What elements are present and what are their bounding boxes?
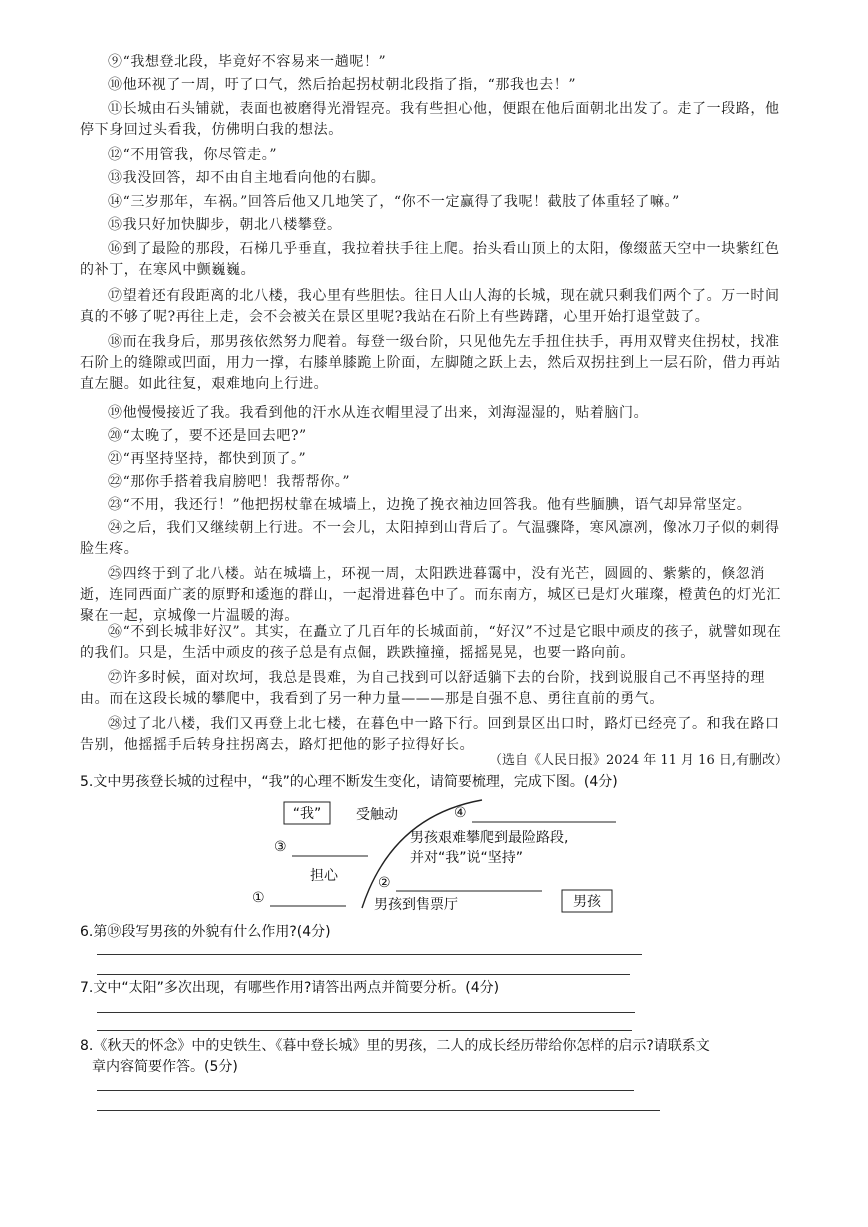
paragraph-10: ⑩他环视了一周，吁了口气，然后抬起拐杖朝北段指了指，“那我也去！” xyxy=(108,77,577,93)
paragraph-17: ⑰望着还有段距离的北八楼，我心里有些胆怯。往日人山人海的长城，现在就只剩我们两个了。万一时间真的不够了呢?再往上走，会不会被关在景区里呢?我站在石阶上有些踌躇，心里开始打退堂鼓了。 xyxy=(80,288,780,325)
mark-3: ③ xyxy=(274,839,287,855)
moved-label: 受触动 xyxy=(356,807,398,823)
answer-line-6a[interactable] xyxy=(97,954,642,955)
paragraph-28: ㉘过了北八楼，我们又再登上北七楼，在暮色中一路下行。回到景区出口时，路灯已经亮了。和我在路口告别，他摇摇手后转身拄拐离去，路灯把他的影子拉得好长。 xyxy=(80,716,780,753)
mark-4: ④ xyxy=(454,805,467,821)
paragraph-13: ⑬我没回答，却不由自主地看向他的右脚。 xyxy=(108,170,386,186)
paragraph-18: ⑱而在我身后，那男孩依然努力爬着。每登一级台阶，只见他先左手扭住扶手，再用双臂夹住拐杖，找准石阶上的缝隙或凹面，用力一撑，右膝单膝跪上阶面，左脚随之跃上去，然后双拐拄到上一层石阶，借力再站直左腿。如此往复，艰难地向上行进。 xyxy=(80,334,781,392)
question-6: 6.第⑲段写男孩的外貌有什么作用?(4分) xyxy=(80,924,331,940)
paragraph-16: ⑯到了最险的那段，石梯几乎垂直，我拉着扶手往上爬。抬头看山顶上的太阳，像缀蓝天空中一块紫红色的补丁，在寒风中颤巍巍。 xyxy=(80,241,780,278)
paragraph-9: ⑨“我想登北段，毕竟好不容易来一趟呢！” xyxy=(108,54,387,70)
event-upper-line1: 男孩艰难攀爬到最险路段, xyxy=(410,830,569,846)
paragraph-24: ㉔之后，我们又继续朝上行进。不一会儿，太阳掉到山背后了。气温骤降，寒风凛冽，像冰刀子似的刺得脸生疼。 xyxy=(80,520,780,557)
answer-line-7b[interactable] xyxy=(97,1030,632,1031)
paragraph-12: ⑫“不用管我，你尽管走。” xyxy=(108,147,278,163)
mark-2: ② xyxy=(378,875,391,891)
worried-label: 担心 xyxy=(310,868,338,884)
question-8-line1: 8.《秋天的怀念》中的史铁生、《暮中登长城》里的男孩，二人的成长经历带给你怎样的启示?请联系文 xyxy=(80,1038,710,1054)
answer-line-8a[interactable] xyxy=(97,1090,634,1091)
paragraph-11: ⑪长城由石头铺就，表面也被磨得光滑锃亮。我有些担心他，便跟在他后面朝北出发了。走了一段路，他停下身回过头看我，仿佛明白我的想法。 xyxy=(80,101,780,138)
paragraph-21: ㉑“再坚持坚持，都快到顶了。” xyxy=(108,451,307,467)
mark-1: ① xyxy=(252,890,265,906)
question-8-line2: 章内容简要作答。(5分) xyxy=(92,1059,238,1075)
answer-line-6b[interactable] xyxy=(97,974,630,975)
paragraph-27: ㉗许多时候，面对坎坷，我总是畏难，为自己找到可以舒适躺下去的台阶，找到说服自己不再坚持的理由。而在这段长城的攀爬中，我看到了另一种力量———那是自强不息、勇往直前的勇气。 xyxy=(80,670,765,707)
answer-line-7a[interactable] xyxy=(97,1012,635,1013)
paragraph-22: ㉒“那你手搭着我肩膀吧！我帮帮你。” xyxy=(108,474,351,490)
question-7: 7.文中“太阳”多次出现，有哪些作用?请答出两点并简要分析。(4分) xyxy=(80,980,500,996)
wo-label: “我” xyxy=(292,806,322,822)
event-upper-line2: 并对“我”说“坚持” xyxy=(410,850,524,866)
mind-change-diagram xyxy=(250,796,630,918)
event-lower: 男孩到售票厅 xyxy=(374,897,458,913)
paragraph-20: ⑳“太晚了，要不还是回去吧?” xyxy=(108,428,307,444)
boy-label: 男孩 xyxy=(573,894,601,910)
paragraph-25: ㉕四终于到了北八楼。站在城墙上，环视一周，太阳跌进暮霭中，没有光芒，圆圆的、紫紫的，倏忽消逝，连同西面广袤的原野和逶迤的群山，一起滑进暮色中了。而东南方，城区已是灯火璀璨，橙黄色的灯光汇聚在一起，京城像一片温暖的海。 xyxy=(80,566,781,624)
question-5: 5.文中男孩登长城的过程中，“我”的心理不断发生变化，请简要梳理，完成下图。(4分) xyxy=(80,774,618,790)
answer-line-8b[interactable] xyxy=(97,1110,660,1111)
source-citation: （选自《人民日报》2024 年 11 月 16 日,有删改） xyxy=(489,753,788,768)
paragraph-23: ㉓“不用，我还行！”他把拐杖靠在城墙上，边挽了挽衣袖边回答我。他有些腼腆，语气却异常坚定。 xyxy=(108,497,752,513)
paragraph-14: ⑭“三岁那年，车祸。”回答后他又几地笑了，“你不一定赢得了我呢！截肢了体重轻了嘛。” xyxy=(108,194,680,210)
paragraph-19: ⑲他慢慢接近了我。我看到他的汗水从连衣帽里浸了出来，刘海湿湿的，贴着脑门。 xyxy=(108,405,649,421)
paragraph-15: ⑮我只好加快脚步，朝北八楼攀登。 xyxy=(108,217,342,233)
paragraph-26: ㉖“不到长城非好汉”。其实，在矗立了几百年的长城面前，“好汉”不过是它眼中顽皮的孩子，就譬如现在的我们。只是，生活中顽皮的孩子总是有点倔，跌跌撞撞，摇摇晃晃，也要一路向前。 xyxy=(80,624,782,661)
